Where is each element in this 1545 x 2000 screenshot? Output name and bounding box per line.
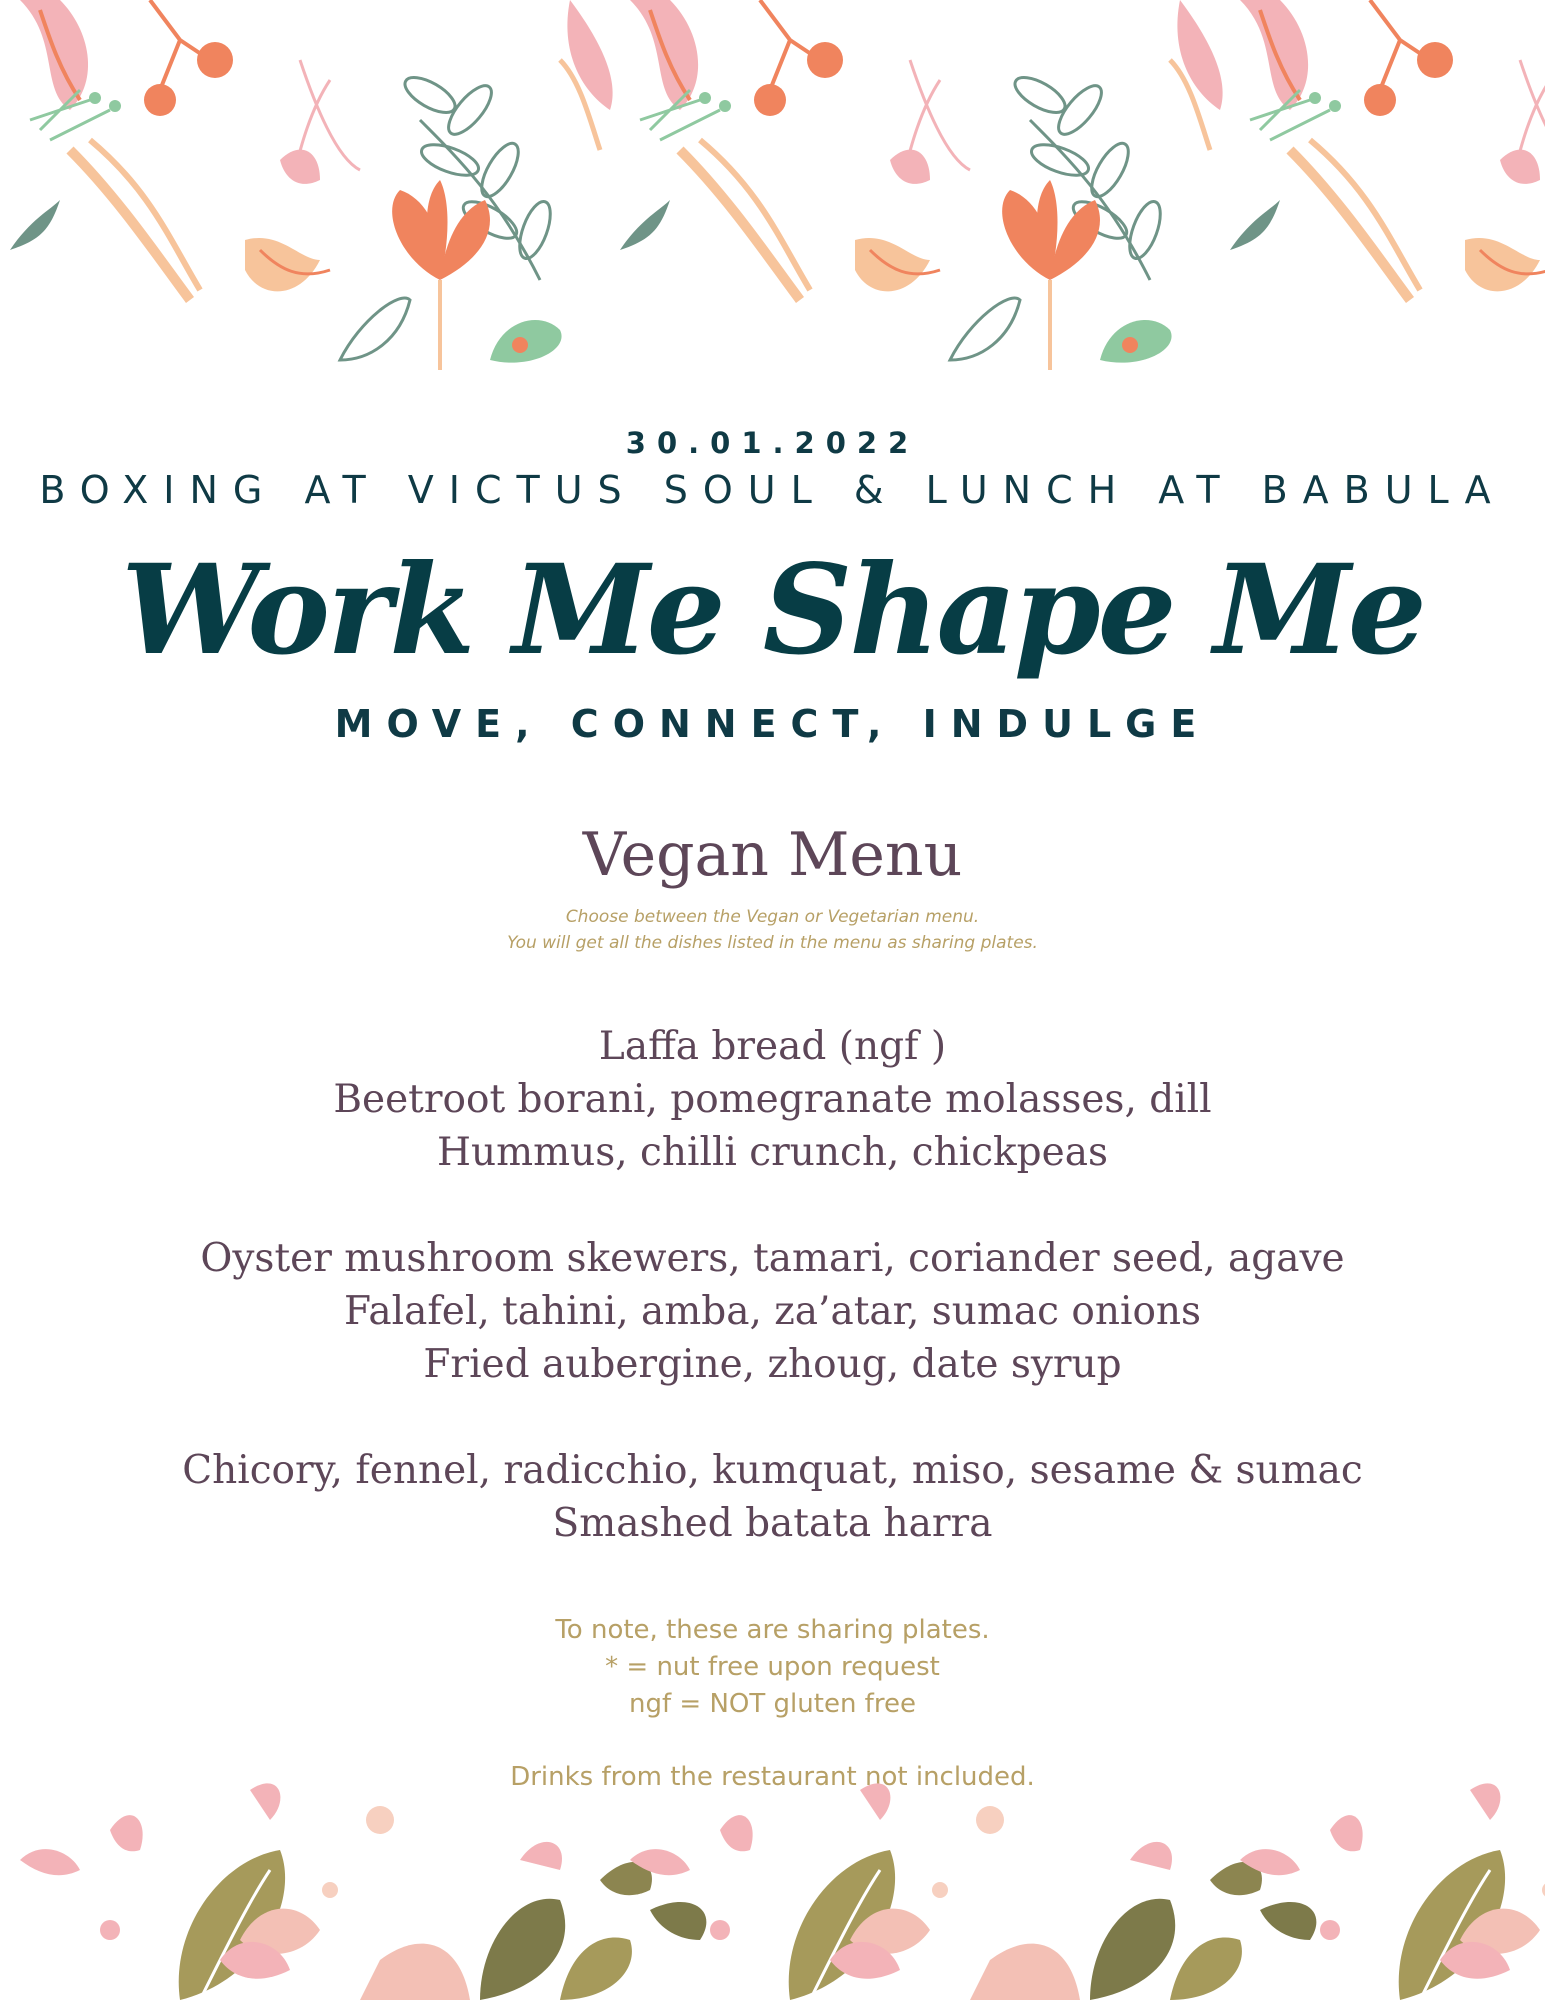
bottom-floral-decoration: [0, 1760, 1545, 2000]
menu-notes: [0, 1612, 1545, 1723]
intro-line: You will get all the dishes listed in the menu as sharing plates.: [507, 933, 1038, 953]
dish-list: [0, 1020, 1545, 1603]
dish-group-starters: [0, 1020, 1545, 1179]
event-subtitle: BOXING AT VICTUS SOUL & LUNCH AT BABULA: [39, 468, 1506, 512]
note-line: * = nut free upon request: [605, 1652, 940, 1682]
dish-item: Hummus, chilli crunch, chickpeas: [437, 1130, 1108, 1175]
menu-intro: [0, 904, 1545, 956]
note-line: ngf = NOT gluten free: [629, 1689, 916, 1719]
dish-group-sides: [0, 1444, 1545, 1550]
dish-item: Fried aubergine, zhoug, date syrup: [423, 1342, 1122, 1387]
dish-item: Oyster mushroom skewers, tamari, coriander seed, agave: [200, 1236, 1345, 1281]
dish-group-mains: [0, 1232, 1545, 1391]
dish-item: Chicory, fennel, radicchio, kumquat, miso, sesame & sumac: [182, 1448, 1363, 1493]
intro-line: Choose between the Vegan or Vegetarian menu.: [565, 907, 980, 927]
drinks-note: Drinks from the restaurant not included.: [510, 1762, 1035, 1792]
dish-item: Smashed batata harra: [552, 1501, 993, 1546]
dish-item: Beetroot borani, pomegranate molasses, dill: [333, 1077, 1212, 1122]
top-floral-decoration: [0, 0, 1545, 380]
page-title: Work Me Shape Me: [121, 538, 1424, 683]
tagline: MOVE, CONNECT, INDULGE: [334, 702, 1211, 746]
dish-item: Falafel, tahini, amba, za’atar, sumac onions: [343, 1289, 1202, 1334]
menu-title: Vegan Menu: [582, 820, 963, 890]
event-date: 30.01.2022: [625, 426, 920, 460]
dish-item: Laffa bread (ngf ): [598, 1024, 947, 1069]
note-line: To note, these are sharing plates.: [555, 1615, 990, 1645]
